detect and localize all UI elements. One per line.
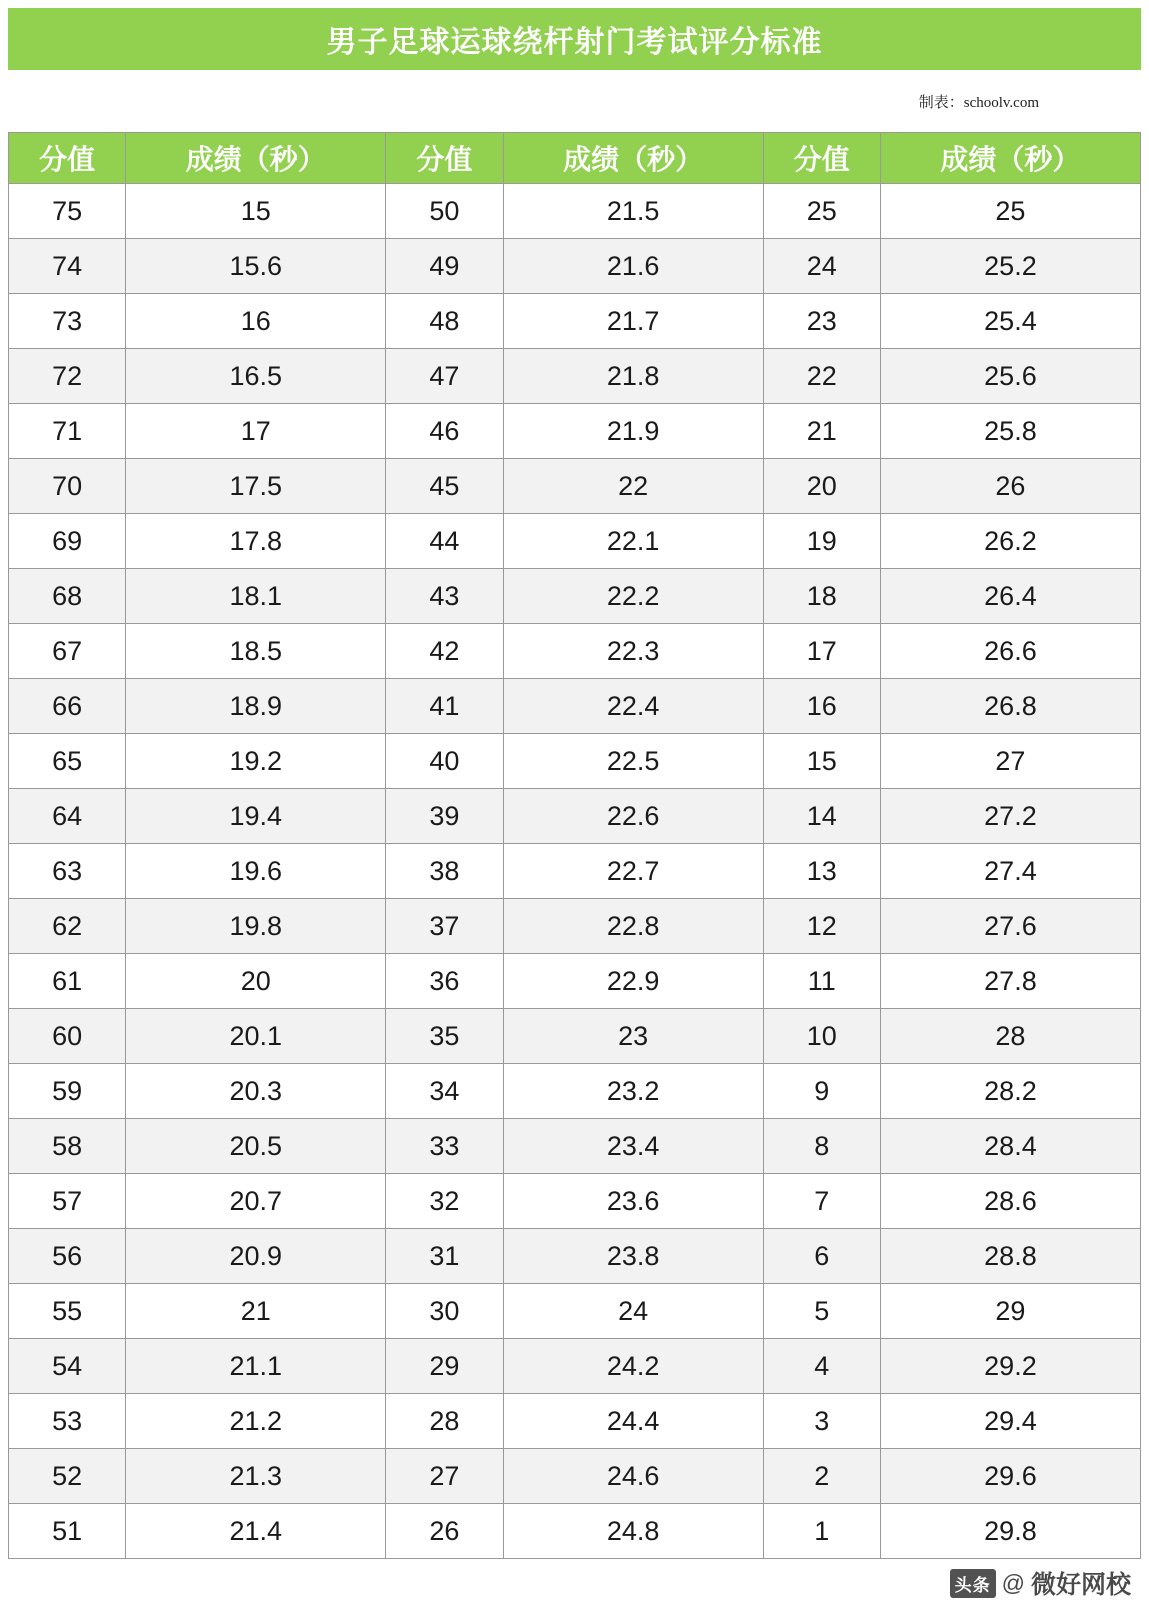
- cell-score: 18: [763, 569, 880, 624]
- cell-time: 19.4: [126, 789, 386, 844]
- cell-score: 7: [763, 1174, 880, 1229]
- cell-score: 62: [9, 899, 126, 954]
- cell-time: 22.2: [503, 569, 763, 624]
- watermark-at: @: [1001, 1569, 1025, 1596]
- cell-time: 29.2: [880, 1339, 1140, 1394]
- watermark-name: 微好网校: [1030, 1571, 1131, 1599]
- cell-time: 25.6: [880, 349, 1140, 404]
- cell-time: 22.5: [503, 734, 763, 789]
- cell-time: 21.6: [503, 239, 763, 294]
- cell-score: 74: [9, 239, 126, 294]
- cell-time: 24: [503, 1284, 763, 1339]
- cell-time: 23.2: [503, 1064, 763, 1119]
- cell-score: 55: [9, 1284, 126, 1339]
- cell-time: 27.4: [880, 844, 1140, 899]
- column-header-time-3: 成绩（秒）: [880, 133, 1140, 184]
- cell-time: 17.5: [126, 459, 386, 514]
- cell-score: 31: [386, 1229, 503, 1284]
- cell-score: 59: [9, 1064, 126, 1119]
- cell-score: 4: [763, 1339, 880, 1394]
- cell-time: 26.4: [880, 569, 1140, 624]
- table-row: [9, 1394, 1141, 1449]
- cell-time: 22.3: [503, 624, 763, 679]
- cell-score: 39: [386, 789, 503, 844]
- cell-time: 28.4: [880, 1119, 1140, 1174]
- cell-score: 19: [763, 514, 880, 569]
- cell-score: 50: [386, 184, 503, 239]
- cell-score: 32: [386, 1174, 503, 1229]
- cell-score: 38: [386, 844, 503, 899]
- cell-score: 54: [9, 1339, 126, 1394]
- watermark: [950, 1565, 1131, 1601]
- cell-time: 26.2: [880, 514, 1140, 569]
- cell-score: 47: [386, 349, 503, 404]
- table-row: [9, 1449, 1141, 1504]
- cell-time: 21.3: [126, 1449, 386, 1504]
- cell-score: 28: [386, 1394, 503, 1449]
- table-row: [9, 404, 1141, 459]
- table-row: [9, 1339, 1141, 1394]
- cell-time: 27.2: [880, 789, 1140, 844]
- cell-score: 30: [386, 1284, 503, 1339]
- cell-score: 40: [386, 734, 503, 789]
- cell-score: 8: [763, 1119, 880, 1174]
- cell-time: 20.5: [126, 1119, 386, 1174]
- column-header-score-1: 分值: [9, 133, 126, 184]
- cell-score: 3: [763, 1394, 880, 1449]
- cell-time: 28.6: [880, 1174, 1140, 1229]
- table-row: [9, 294, 1141, 349]
- cell-score: 51: [9, 1504, 126, 1559]
- cell-score: 41: [386, 679, 503, 734]
- cell-score: 17: [763, 624, 880, 679]
- cell-score: 68: [9, 569, 126, 624]
- cell-time: 20: [126, 954, 386, 1009]
- cell-time: 19.6: [126, 844, 386, 899]
- cell-time: 21.2: [126, 1394, 386, 1449]
- cell-time: 29: [880, 1284, 1140, 1339]
- cell-score: 73: [9, 294, 126, 349]
- column-header-time-1: 成绩（秒）: [126, 133, 386, 184]
- cell-time: 19.2: [126, 734, 386, 789]
- cell-score: 44: [386, 514, 503, 569]
- cell-score: 33: [386, 1119, 503, 1174]
- cell-score: 25: [763, 184, 880, 239]
- cell-score: 10: [763, 1009, 880, 1064]
- cell-time: 18.5: [126, 624, 386, 679]
- cell-time: 23.8: [503, 1229, 763, 1284]
- cell-time: 25.2: [880, 239, 1140, 294]
- cell-time: 28: [880, 1009, 1140, 1064]
- cell-time: 27.6: [880, 899, 1140, 954]
- cell-time: 25.4: [880, 294, 1140, 349]
- table-row: [9, 1064, 1141, 1119]
- cell-score: 14: [763, 789, 880, 844]
- table-row: [9, 679, 1141, 734]
- table-header-row: [9, 133, 1141, 184]
- credit-label: 制表：schoolv.com: [918, 94, 1039, 111]
- cell-time: 23.4: [503, 1119, 763, 1174]
- cell-time: 24.8: [503, 1504, 763, 1559]
- cell-score: 57: [9, 1174, 126, 1229]
- cell-score: 52: [9, 1449, 126, 1504]
- column-header-time-2: 成绩（秒）: [503, 133, 763, 184]
- cell-score: 61: [9, 954, 126, 1009]
- cell-score: 35: [386, 1009, 503, 1064]
- table-body: [9, 184, 1141, 1559]
- cell-time: 27: [880, 734, 1140, 789]
- table-row: [9, 1284, 1141, 1339]
- cell-time: 21: [126, 1284, 386, 1339]
- cell-score: 1: [763, 1504, 880, 1559]
- cell-score: 29: [386, 1339, 503, 1394]
- cell-time: 26.6: [880, 624, 1140, 679]
- cell-score: 34: [386, 1064, 503, 1119]
- cell-score: 64: [9, 789, 126, 844]
- page-title: 男子足球运球绕杆射门考试评分标准: [326, 26, 823, 59]
- column-header-score-3: 分值: [763, 133, 880, 184]
- table-row: [9, 789, 1141, 844]
- table-row: [9, 1119, 1141, 1174]
- cell-score: 42: [386, 624, 503, 679]
- cell-score: 36: [386, 954, 503, 1009]
- cell-score: 23: [763, 294, 880, 349]
- cell-time: 20.3: [126, 1064, 386, 1119]
- cell-time: 22.1: [503, 514, 763, 569]
- cell-score: 26: [386, 1504, 503, 1559]
- cell-time: 27.8: [880, 954, 1140, 1009]
- cell-score: 6: [763, 1229, 880, 1284]
- cell-score: 43: [386, 569, 503, 624]
- table-row: [9, 1229, 1141, 1284]
- cell-score: 56: [9, 1229, 126, 1284]
- table-header: [9, 133, 1141, 184]
- cell-time: 26.8: [880, 679, 1140, 734]
- cell-score: 5: [763, 1284, 880, 1339]
- table-row: [9, 184, 1141, 239]
- cell-time: 29.8: [880, 1504, 1140, 1559]
- cell-score: 65: [9, 734, 126, 789]
- cell-time: 24.2: [503, 1339, 763, 1394]
- toutiao-logo: 头条: [950, 1569, 996, 1598]
- table-row: [9, 899, 1141, 954]
- cell-time: 28.8: [880, 1229, 1140, 1284]
- grade-standard-table: [8, 132, 1141, 1559]
- cell-score: 20: [763, 459, 880, 514]
- cell-time: 29.6: [880, 1449, 1140, 1504]
- cell-time: 20.7: [126, 1174, 386, 1229]
- cell-time: 21.7: [503, 294, 763, 349]
- cell-score: 37: [386, 899, 503, 954]
- cell-score: 45: [386, 459, 503, 514]
- cell-time: 20.1: [126, 1009, 386, 1064]
- cell-time: 22.7: [503, 844, 763, 899]
- cell-time: 18.1: [126, 569, 386, 624]
- table-row: [9, 1009, 1141, 1064]
- cell-time: 23.6: [503, 1174, 763, 1229]
- cell-time: 26: [880, 459, 1140, 514]
- cell-time: 17: [126, 404, 386, 459]
- cell-time: 22.9: [503, 954, 763, 1009]
- cell-time: 15: [126, 184, 386, 239]
- cell-time: 20.9: [126, 1229, 386, 1284]
- cell-time: 22: [503, 459, 763, 514]
- table-row: [9, 459, 1141, 514]
- cell-score: 2: [763, 1449, 880, 1504]
- page-title-bar: [8, 8, 1141, 70]
- cell-score: 67: [9, 624, 126, 679]
- table-row: [9, 844, 1141, 899]
- cell-score: 60: [9, 1009, 126, 1064]
- cell-time: 21.1: [126, 1339, 386, 1394]
- cell-time: 25: [880, 184, 1140, 239]
- cell-time: 22.4: [503, 679, 763, 734]
- cell-time: 21.8: [503, 349, 763, 404]
- cell-time: 21.9: [503, 404, 763, 459]
- cell-score: 46: [386, 404, 503, 459]
- cell-score: 70: [9, 459, 126, 514]
- cell-score: 48: [386, 294, 503, 349]
- cell-score: 11: [763, 954, 880, 1009]
- cell-score: 22: [763, 349, 880, 404]
- table-row: [9, 569, 1141, 624]
- cell-score: 63: [9, 844, 126, 899]
- cell-time: 16.5: [126, 349, 386, 404]
- cell-score: 72: [9, 349, 126, 404]
- cell-time: 24.4: [503, 1394, 763, 1449]
- cell-score: 66: [9, 679, 126, 734]
- score-standard-page: [0, 8, 1149, 1611]
- cell-time: 28.2: [880, 1064, 1140, 1119]
- cell-score: 15: [763, 734, 880, 789]
- cell-time: 15.6: [126, 239, 386, 294]
- cell-time: 19.8: [126, 899, 386, 954]
- table-row: [9, 624, 1141, 679]
- cell-score: 75: [9, 184, 126, 239]
- cell-score: 21: [763, 404, 880, 459]
- cell-time: 23: [503, 1009, 763, 1064]
- cell-score: 12: [763, 899, 880, 954]
- cell-score: 71: [9, 404, 126, 459]
- cell-time: 18.9: [126, 679, 386, 734]
- cell-score: 49: [386, 239, 503, 294]
- cell-score: 24: [763, 239, 880, 294]
- cell-time: 24.6: [503, 1449, 763, 1504]
- cell-time: 29.4: [880, 1394, 1140, 1449]
- table-row: [9, 734, 1141, 789]
- cell-score: 13: [763, 844, 880, 899]
- table-row: [9, 1504, 1141, 1559]
- cell-time: 22.6: [503, 789, 763, 844]
- credit-row: [0, 70, 1149, 132]
- cell-time: 17.8: [126, 514, 386, 569]
- cell-score: 58: [9, 1119, 126, 1174]
- table-row: [9, 514, 1141, 569]
- cell-score: 27: [386, 1449, 503, 1504]
- cell-time: 16: [126, 294, 386, 349]
- table-row: [9, 954, 1141, 1009]
- cell-time: 21.4: [126, 1504, 386, 1559]
- cell-score: 9: [763, 1064, 880, 1119]
- table-row: [9, 239, 1141, 294]
- table-row: [9, 1174, 1141, 1229]
- cell-time: 21.5: [503, 184, 763, 239]
- cell-score: 69: [9, 514, 126, 569]
- cell-score: 53: [9, 1394, 126, 1449]
- table-row: [9, 349, 1141, 404]
- cell-time: 25.8: [880, 404, 1140, 459]
- cell-time: 22.8: [503, 899, 763, 954]
- column-header-score-2: 分值: [386, 133, 503, 184]
- cell-score: 16: [763, 679, 880, 734]
